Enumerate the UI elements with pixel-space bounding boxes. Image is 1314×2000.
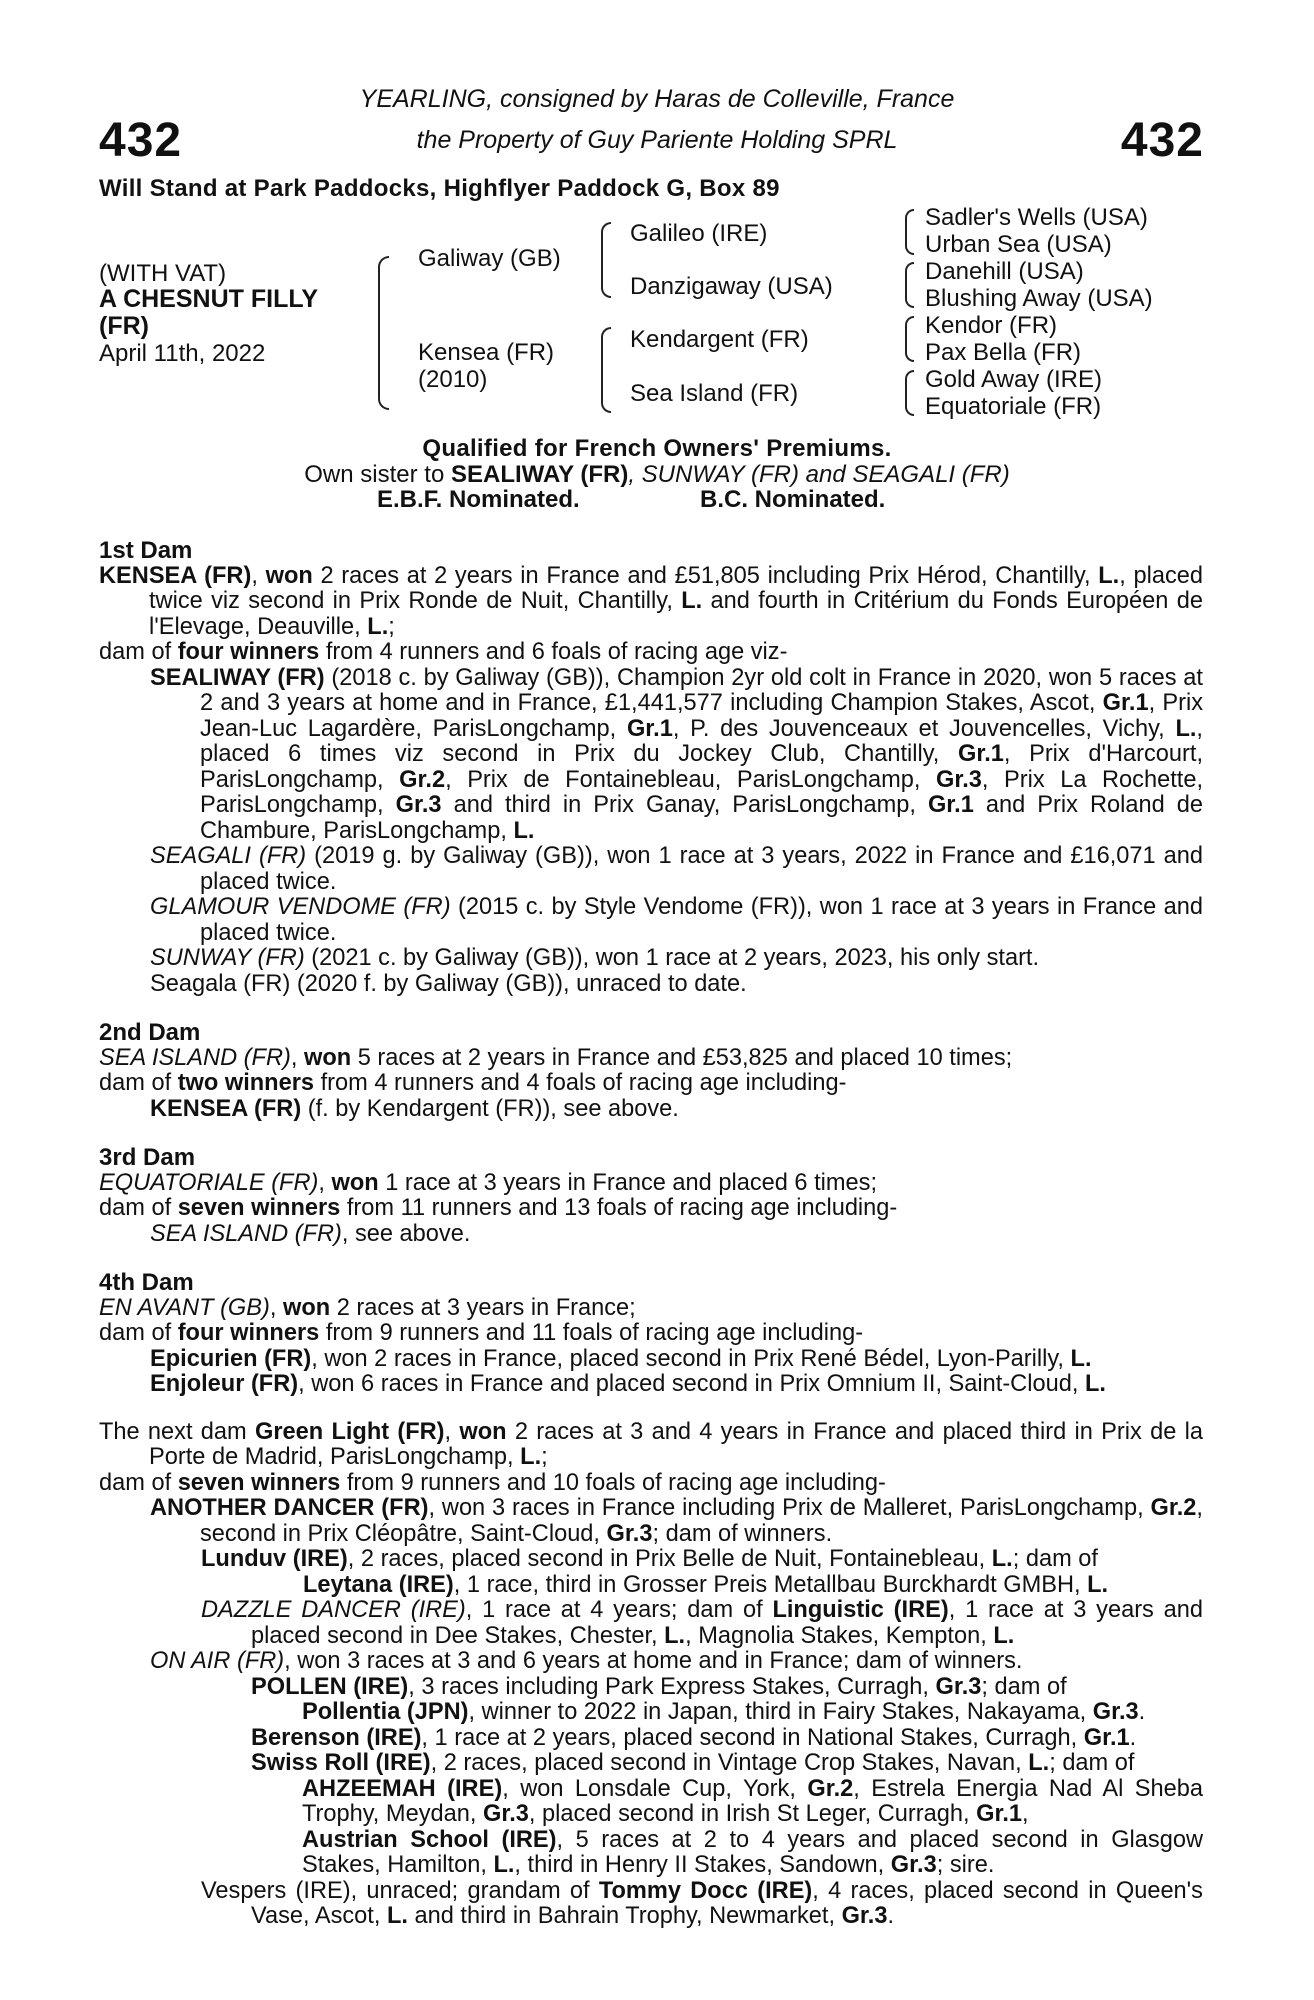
pedigree-brace-1 xyxy=(378,256,389,410)
race-grade: L. xyxy=(493,1852,515,1878)
won-label: won xyxy=(303,1044,352,1071)
first-dam-record: KENSEA (FR), won 2 races at 2 years in France and £51,805 including Prix Hérod, Chantilly, L., placed twice viz second in Prix Ronde de Nuit, Chantilly, L. and fourth in Critérium du Fonds Européen de l'Elevage, Deauville, L.; xyxy=(99,562,1204,640)
race-grade: L. xyxy=(1175,715,1197,742)
race-grade: Gr.3 xyxy=(606,1520,653,1547)
produce-entry xyxy=(99,1675,1203,1701)
dam-sire: Kendargent (FR) xyxy=(630,326,809,353)
produce-entry xyxy=(99,1598,1203,1649)
won-label: won xyxy=(283,1294,331,1321)
next-dam-record xyxy=(99,1420,1203,1471)
horse-name: SEAGALI (FR) xyxy=(150,843,307,869)
record-text: , 1 race at 2 years, placed second in National Stakes, Curragh, xyxy=(421,1724,1084,1751)
record-text: dam of xyxy=(99,1070,178,1096)
horse-name: AHZEEMAH (IRE) xyxy=(302,1775,503,1802)
dam-dam: Sea Island (FR) xyxy=(630,380,799,407)
pedigree-brace-2 xyxy=(601,222,611,298)
race-grade: Gr.3 xyxy=(1092,1699,1139,1725)
record-text: , Estrela Energia Nad Al Sheba Trophy, Meydan, xyxy=(302,1775,1203,1827)
produce-entry xyxy=(99,844,1203,895)
record-text: , 1 race at 3 years and placed second in Dee Stakes, Chester, xyxy=(251,1597,1204,1649)
horse-name: GLAMOUR VENDOME (FR) xyxy=(150,894,451,920)
record-text: , second in Prix Cléopâtre, Saint-Cloud, xyxy=(200,1495,1203,1547)
race-grade: Gr.1 xyxy=(976,1801,1023,1827)
record-text: 2 races at 3 and 4 years in France and placed third in Prix de la Porte de Madrid, ParisLongchamp, xyxy=(149,1418,1203,1470)
sire-sire: Galileo (IRE) xyxy=(630,220,768,247)
horse-name: Lunduv (IRE) xyxy=(201,1546,348,1572)
record-text: ; dam of xyxy=(1049,1750,1135,1776)
record-text: , 5 races at 2 to 4 years and placed second in Glasgow Stakes, Hamilton, xyxy=(302,1826,1203,1878)
record-text: , 1 race, third in Grosser Preis Metallbau Burckhardt GMBH, xyxy=(453,1571,1088,1598)
ebf-nominated: E.B.F. Nominated. xyxy=(377,486,580,513)
third-dam-record xyxy=(99,1171,1203,1197)
produce-entry xyxy=(99,1700,1203,1726)
race-grade: Gr.2 xyxy=(399,766,446,793)
race-grade: Gr.1 xyxy=(1102,690,1149,716)
record-text: . xyxy=(887,1903,895,1929)
horse-name: ANOTHER DANCER (FR) xyxy=(150,1495,429,1521)
won-label: won xyxy=(265,562,313,589)
record-text: , P. des Jouvenceaux et Jouvencelles, Vichy, xyxy=(672,715,1176,742)
won-label: won xyxy=(331,1169,379,1196)
record-text: ; xyxy=(541,1444,548,1470)
horse-name: SUNWAY (FR) xyxy=(150,945,305,971)
horse-origin: (FR) xyxy=(99,312,149,340)
bc-nominated: B.C. Nominated. xyxy=(700,486,886,513)
record-text: , won 2 races in France, placed second in Prix René Bédel, Lyon-Parilly, xyxy=(311,1345,1071,1372)
record-text: dam of xyxy=(99,1195,178,1221)
pedigree-brace-3 xyxy=(601,327,611,413)
horse-name: Berenson (IRE) xyxy=(251,1724,422,1751)
ped-ddd: Equatoriale (FR) xyxy=(925,393,1102,420)
ped-sds: Danehill (USA) xyxy=(925,258,1084,285)
record-text: (2021 c. by Galiway (GB)), won 1 race at 2 years, 2023, his only start. xyxy=(304,945,1040,971)
pedigree-brace-5 xyxy=(905,262,914,308)
record-text: ; xyxy=(388,613,395,640)
consignor-line: YEARLING, consigned by Haras de Colleville, France xyxy=(359,85,955,113)
won-label: won xyxy=(459,1418,507,1445)
record-text: , placed 6 times viz second in Prix du Jockey Club, Chantilly, xyxy=(200,715,1203,767)
race-grade: L. xyxy=(991,1546,1013,1572)
vat-note: (WITH VAT) xyxy=(99,260,227,287)
pedigree-brace-6 xyxy=(905,316,914,362)
record-text: The next dam xyxy=(99,1418,255,1445)
produce-entry: Seagala (FR) (2020 f. by Galiway (GB)), unraced to date. xyxy=(150,970,747,997)
ped-sdd: Blushing Away (USA) xyxy=(925,285,1153,312)
produce-entry xyxy=(99,666,1203,845)
third-dam-produce-summary xyxy=(99,1196,1203,1222)
record-text: , placed second in Irish St Leger, Curragh, xyxy=(528,1801,977,1827)
record-text: (2019 g. by Galiway (GB)), won 1 race at 3 years, 2022 in France and £16,071 and placed twice. xyxy=(200,843,1203,895)
record-text: (2018 c. by Galiway (GB)), Champion 2yr old colt in France in 2020, won 5 races at 2 and 3 years at home and in France, £1,441,577 including Champion Stakes, Ascot, xyxy=(200,664,1203,716)
second-dam-produce-summary xyxy=(99,1071,1203,1097)
horse-name: Tommy Docc (IRE) xyxy=(598,1877,813,1904)
race-grade: Gr.1 xyxy=(1083,1724,1130,1751)
horse-name: Linguistic (IRE) xyxy=(772,1597,949,1623)
property-line: the Property of Guy Pariente Holding SPRL xyxy=(416,126,898,154)
record-text: 2 races at 3 years in France; xyxy=(330,1294,636,1321)
second-dam-heading: 2nd Dam xyxy=(99,1019,201,1046)
separator: , xyxy=(269,1294,283,1321)
record-text: and third in Prix Ganay, ParisLongchamp, xyxy=(441,792,928,818)
own-sister-rest: , SUNWAY (FR) and SEAGALI (FR) xyxy=(628,461,1010,488)
record-text: , won 3 races in France including Prix de Malleret, ParisLongchamp, xyxy=(428,1495,1151,1521)
race-grade: L. xyxy=(520,1444,542,1470)
race-grade: L. xyxy=(513,817,535,844)
produce-entry xyxy=(99,946,1203,972)
record-text: ; dam of winners. xyxy=(652,1520,833,1547)
race-grade: L. xyxy=(386,1903,408,1929)
race-grade: Gr.3 xyxy=(395,792,442,818)
record-text: , 2 races, placed second in Vintage Crop Stakes, Navan, xyxy=(430,1750,1029,1776)
record-text: from 11 runners and 13 foals of racing age including- xyxy=(340,1195,898,1221)
record-text: , 1 race at 4 years; dam of xyxy=(465,1597,773,1623)
produce-entry xyxy=(99,1097,1203,1123)
horse-name: ON AIR (FR) xyxy=(150,1648,285,1674)
record-text: dam of xyxy=(99,1469,178,1496)
record-text: , winner to 2022 in Japan, third in Fairy Stakes, Nakayama, xyxy=(468,1699,1093,1725)
first-dam-heading: 1st Dam xyxy=(99,537,193,564)
race-grade: L. xyxy=(1084,1371,1106,1397)
horse-name: SEA ISLAND (FR) xyxy=(99,1044,291,1071)
race-grade: Gr.3 xyxy=(890,1852,937,1878)
ped-dsd: Pax Bella (FR) xyxy=(925,339,1082,366)
race-grade: L. xyxy=(664,1622,686,1649)
record-text: and Prix Roland de Chambure, ParisLongchamp, xyxy=(200,792,1203,844)
race-grade: Gr.2 xyxy=(807,1775,854,1802)
record-text: from 4 runners and 6 foals of racing age viz- xyxy=(319,639,788,665)
produce-entry xyxy=(99,1828,1203,1879)
race-grade: L. xyxy=(367,613,389,640)
record-text: , Prix d'Harcourt, ParisLongchamp, xyxy=(200,741,1204,793)
record-text: 2 races at 2 years in France and £51,805 including Prix Hérod, Chantilly, xyxy=(312,562,1099,589)
horse-name: Pollentia (JPN) xyxy=(302,1699,469,1725)
lot-number-right: 432 xyxy=(1120,114,1204,167)
record-text: , won 3 races at 3 and 6 years at home and in France; dam of winners. xyxy=(284,1648,1023,1674)
horse-name: KENSEA (FR) xyxy=(99,562,252,589)
record-text: dam of xyxy=(99,1320,178,1346)
record-text: , third in Henry II Stakes, Sandown, xyxy=(514,1852,891,1878)
record-text: , Magnolia Stakes, Kempton, xyxy=(685,1622,994,1649)
record-text: ; dam of xyxy=(981,1673,1067,1700)
record-text: ; dam of xyxy=(1012,1546,1098,1572)
dam: Kensea (FR) xyxy=(418,339,555,366)
record-text: , won 6 races in France and placed second in Prix Omnium II, Saint-Cloud, xyxy=(298,1371,1085,1397)
race-grade: Gr.2 xyxy=(1150,1495,1197,1521)
horse-name: Epicurien (FR) xyxy=(150,1345,312,1372)
race-grade: Gr.1 xyxy=(927,792,974,818)
separator: , xyxy=(444,1418,460,1445)
horse-name: KENSEA (FR) xyxy=(150,1095,302,1122)
sire: Galiway (GB) xyxy=(418,245,561,272)
next-dam-produce-summary xyxy=(99,1471,1203,1497)
record-text: (2015 c. by Style Vendome (FR)), won 1 race at 3 years in France and placed twice. xyxy=(200,894,1203,946)
pedigree-brace-4 xyxy=(905,209,914,255)
record-text: , 2 races, placed second in Prix Belle de Nuit, Fontainebleau, xyxy=(347,1546,992,1572)
lot-number-left: 432 xyxy=(99,114,183,167)
record-text: Vespers (IRE), unraced; grandam of xyxy=(201,1877,599,1904)
winners-count: seven winners xyxy=(177,1469,341,1496)
fourth-dam-produce-summary xyxy=(99,1321,1203,1347)
stand-location: Will Stand at Park Paddocks, Highflyer Paddock G, Box 89 xyxy=(99,175,780,202)
produce-entry xyxy=(99,1547,1203,1573)
dam-year: (2010) xyxy=(418,366,488,393)
pedigree-brace-7 xyxy=(905,370,914,416)
record-text: and fourth in Critérium du Fonds Européen de l'Elevage, Deauville, xyxy=(149,588,1203,640)
race-grade: L. xyxy=(681,588,703,614)
winners-count: seven winners xyxy=(177,1195,341,1221)
own-sister-line xyxy=(0,461,1314,489)
record-text: , Prix Jean-Luc Lagardère, ParisLongchamp, xyxy=(200,690,1203,742)
produce-entry xyxy=(99,1649,1203,1675)
catalogue-body xyxy=(99,538,1203,1930)
record-text: , placed twice viz second in Prix Ronde de Nuit, Chantilly, xyxy=(149,562,1204,614)
ped-dss: Kendor (FR) xyxy=(925,312,1058,339)
record-text: 1 race at 3 years in France and placed 6 times; xyxy=(378,1169,878,1196)
foaling-date: April 11th, 2022 xyxy=(99,340,266,367)
ped-ssd: Urban Sea (USA) xyxy=(925,231,1112,258)
first-dam-produce-summary xyxy=(99,640,1203,666)
record-text: , Prix de Fontainebleau, ParisLongchamp, xyxy=(445,766,936,793)
record-text: , 4 races, placed second in Queen's Vase, Ascot, xyxy=(251,1877,1203,1929)
produce-entry xyxy=(99,1347,1203,1373)
horse-name: Austrian School (IRE) xyxy=(302,1826,557,1853)
ped-dds: Gold Away (IRE) xyxy=(925,366,1102,393)
horse-name: Green Light (FR) xyxy=(254,1418,445,1445)
horse-name: POLLEN (IRE) xyxy=(251,1673,409,1700)
record-text: , Prix La Rochette, ParisLongchamp, xyxy=(200,766,1203,818)
record-text: from 9 runners and 10 foals of racing age including- xyxy=(340,1469,886,1496)
horse-name: EN AVANT (GB) xyxy=(99,1294,270,1321)
record-text: . xyxy=(1138,1699,1146,1725)
winners-count: four winners xyxy=(177,1320,320,1346)
produce-entry xyxy=(99,1879,1203,1930)
record-text: . xyxy=(1129,1724,1137,1751)
produce-entry xyxy=(99,1751,1203,1777)
race-grade: Gr.3 xyxy=(935,1673,982,1700)
produce-entry xyxy=(99,1726,1203,1752)
produce-entry xyxy=(99,1222,1203,1248)
record-text: ; sire. xyxy=(936,1852,995,1878)
record-text: 5 races at 2 years in France and £53,825 and placed 10 times; xyxy=(351,1044,1013,1071)
separator: , xyxy=(318,1169,332,1196)
second-dam-record xyxy=(99,1046,1203,1072)
produce-entry xyxy=(99,895,1203,946)
race-grade: Gr.1 xyxy=(626,715,673,742)
own-sister-prefix: Own sister to xyxy=(304,461,451,488)
race-grade: Gr.3 xyxy=(482,1801,529,1827)
record-text: , 3 races including Park Express Stakes, Curragh, xyxy=(408,1673,936,1700)
winners-count: four winners xyxy=(177,639,320,665)
fourth-dam-heading: 4th Dam xyxy=(99,1269,194,1296)
produce-entry xyxy=(99,1573,1203,1599)
produce-entry xyxy=(99,1496,1203,1547)
horse-name: SEALIWAY (FR) xyxy=(150,664,325,691)
horse-name: Enjoleur (FR) xyxy=(150,1371,299,1397)
record-text: (f. by Kendargent (FR)), see above. xyxy=(301,1095,679,1122)
horse-name: EQUATORIALE (FR) xyxy=(99,1169,319,1196)
winners-count: two winners xyxy=(177,1070,315,1096)
horse-name: Leytana (IRE) xyxy=(303,1571,454,1598)
third-dam-heading: 3rd Dam xyxy=(99,1144,196,1171)
race-grade: L. xyxy=(1087,1571,1109,1598)
produce-entry xyxy=(99,1777,1203,1828)
fourth-dam-record xyxy=(99,1296,1203,1322)
separator: , xyxy=(290,1044,304,1071)
spacer xyxy=(99,1398,1203,1420)
sire-dam: Danzigaway (USA) xyxy=(630,273,833,300)
own-sister-name: SEALIWAY (FR) xyxy=(450,461,629,488)
horse-name: DAZZLE DANCER (IRE) xyxy=(201,1597,466,1623)
race-grade: Gr.3 xyxy=(936,766,982,793)
race-grade: Gr.3 xyxy=(841,1903,888,1929)
race-grade: L. xyxy=(993,1622,1015,1649)
record-text: dam of xyxy=(99,639,178,665)
record-text: from 9 runners and 11 foals of racing age including- xyxy=(319,1320,864,1346)
horse-name: A CHESNUT FILLY xyxy=(99,285,318,313)
premiums-note: Qualified for French Owners' Premiums. xyxy=(422,435,892,462)
record-text: , won Lonsdale Cup, York, xyxy=(502,1775,808,1802)
record-text: from 4 runners and 4 foals of racing age including- xyxy=(314,1070,847,1096)
race-grade: L. xyxy=(1028,1750,1050,1776)
record-text: and third in Bahrain Trophy, Newmarket, xyxy=(407,1903,842,1929)
race-grade: Gr.1 xyxy=(957,741,1004,767)
horse-name: SEA ISLAND (FR) xyxy=(150,1220,342,1247)
race-grade: L. xyxy=(1070,1345,1092,1372)
produce-entry xyxy=(99,1372,1203,1398)
ped-sss: Sadler's Wells (USA) xyxy=(925,204,1148,231)
record-text: , see above. xyxy=(341,1220,471,1247)
horse-name: Swiss Roll (IRE) xyxy=(251,1750,431,1776)
record-text: , xyxy=(1022,1801,1029,1827)
race-grade: L. xyxy=(1098,562,1120,589)
